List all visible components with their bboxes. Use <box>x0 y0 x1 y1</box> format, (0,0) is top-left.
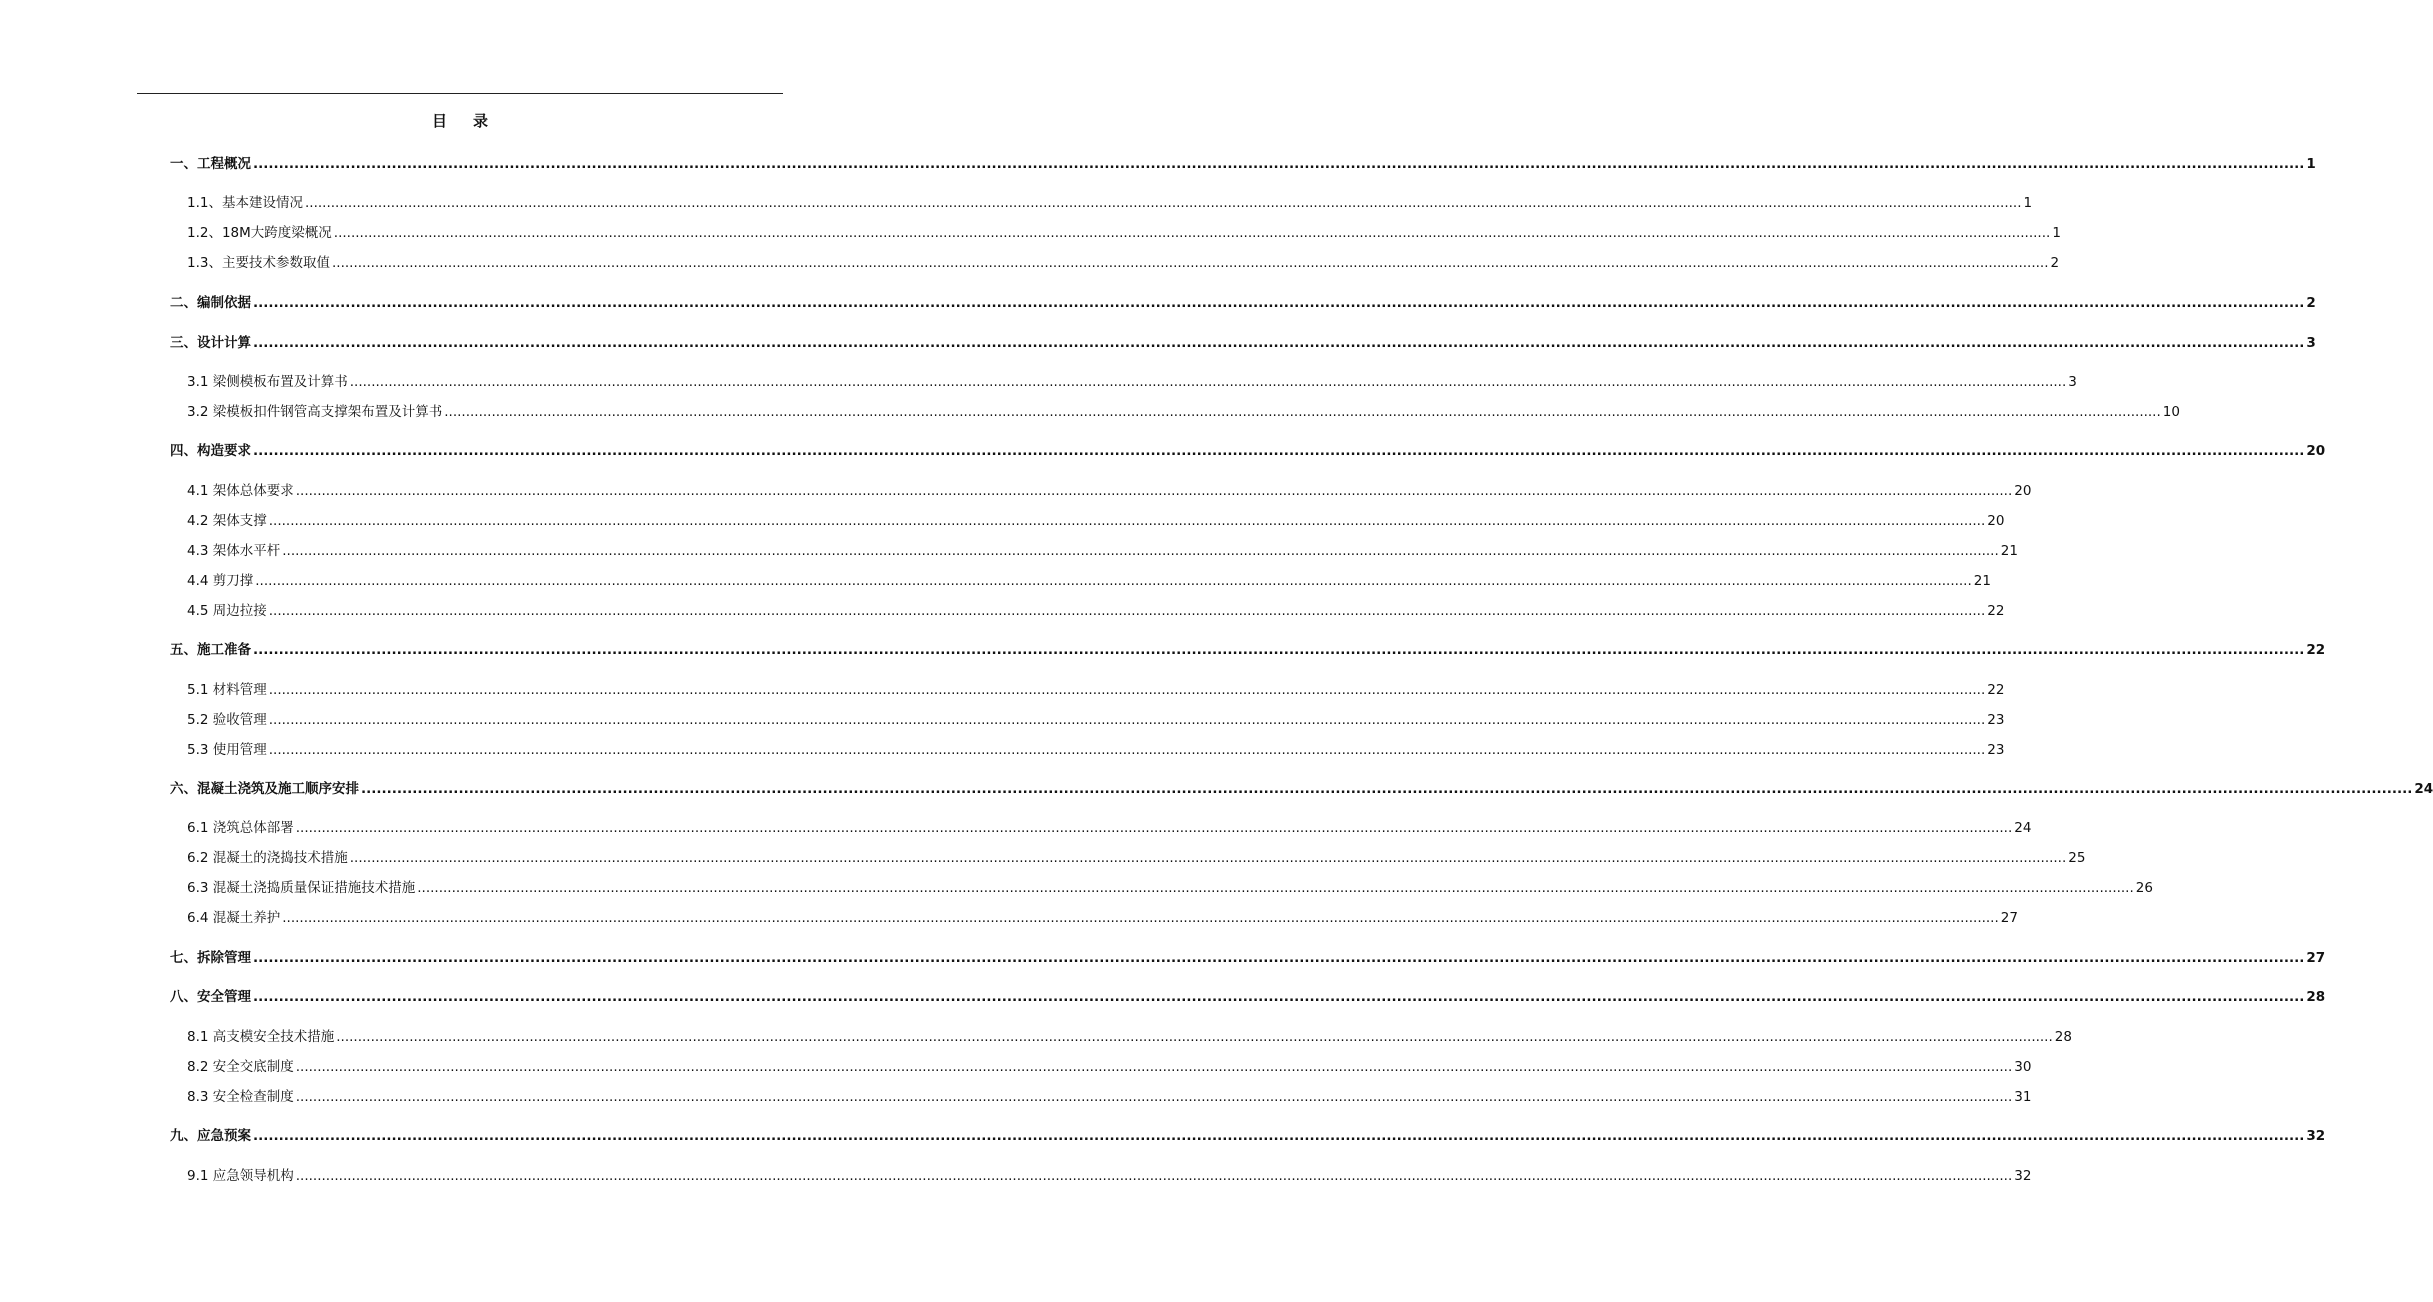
toc-page-number: 1 <box>2052 225 2061 241</box>
toc-page-number: 20 <box>2306 443 2326 459</box>
toc-dot-leader: ................................................................................................................................................................................................................................................................................................................................................................................................................ <box>417 880 2134 896</box>
toc-entry-label: 六、混凝土浇筑及施工顺序安排 <box>170 781 359 797</box>
toc-page-number: 2 <box>2050 255 2060 271</box>
toc-dot-leader: ................................................................................................................................................................................................................................................................................................................................................................................................................ <box>361 781 2413 797</box>
toc-dot-leader: ................................................................................................................................................................................................................................................................................................................................................................................................................ <box>282 543 1999 559</box>
toc-section-entry[interactable] <box>187 509 2005 529</box>
toc-page-number: 23 <box>1987 742 2005 758</box>
toc-dot-leader: ................................................................................................................................................................................................................................................................................................................................................................................................................ <box>295 820 2013 836</box>
toc-page-number: 30 <box>2014 1059 2032 1075</box>
toc-page-number: 21 <box>1973 573 1991 589</box>
toc-section-entry[interactable] <box>187 221 2061 241</box>
toc-section-entry[interactable] <box>187 816 2032 836</box>
toc-chapter-entry[interactable] <box>170 985 2326 1005</box>
toc-dot-leader: ................................................................................................................................................................................................................................................................................................................................................................................................................ <box>253 443 2305 459</box>
toc-dot-leader: ................................................................................................................................................................................................................................................................................................................................................................................................................ <box>268 682 1986 698</box>
toc-section-entry[interactable] <box>187 738 2005 758</box>
toc-dot-leader: ................................................................................................................................................................................................................................................................................................................................................................................................................ <box>444 404 2161 420</box>
toc-entry-label: 4.4 剪刀撑 <box>187 573 254 589</box>
toc-page-number: 2 <box>2306 295 2316 311</box>
toc-entry-label: 9.1 应急领导机构 <box>187 1168 294 1184</box>
toc-dot-leader: ................................................................................................................................................................................................................................................................................................................................................................................................................ <box>349 850 2067 866</box>
toc-page-number: 28 <box>2054 1029 2072 1045</box>
toc-page-number: 3 <box>2306 335 2316 351</box>
toc-chapter-entry[interactable] <box>170 291 2316 311</box>
toc-section-entry[interactable] <box>187 678 2005 698</box>
toc-section-entry[interactable] <box>187 876 2153 896</box>
toc-section-entry[interactable] <box>187 906 2018 926</box>
toc-dot-leader: ................................................................................................................................................................................................................................................................................................................................................................................................................ <box>304 195 2022 211</box>
toc-section-entry[interactable] <box>187 1085 2032 1105</box>
toc-entry-label: 七、拆除管理 <box>170 950 251 966</box>
toc-page-number: 25 <box>2068 850 2086 866</box>
toc-chapter-entry[interactable] <box>170 152 2316 172</box>
toc-dot-leader: ................................................................................................................................................................................................................................................................................................................................................................................................................ <box>295 1089 2013 1105</box>
toc-page-number: 22 <box>2306 642 2326 658</box>
toc-section-entry[interactable] <box>187 251 2060 271</box>
toc-entry-label: 6.2 混凝土的浇捣技术措施 <box>187 850 348 866</box>
toc-entry-label: 3.1 梁侧模板布置及计算书 <box>187 374 348 390</box>
toc-dot-leader: ................................................................................................................................................................................................................................................................................................................................................................................................................ <box>268 712 1986 728</box>
toc-entry-label: 一、工程概况 <box>170 156 251 172</box>
toc-page-number: 21 <box>2000 543 2018 559</box>
toc-page-number: 1 <box>2023 195 2033 211</box>
toc-chapter-entry[interactable] <box>170 331 2316 351</box>
toc-section-entry[interactable] <box>187 1055 2032 1075</box>
toc-entry-label: 4.3 架体水平杆 <box>187 543 281 559</box>
toc-dot-leader: ................................................................................................................................................................................................................................................................................................................................................................................................................ <box>295 483 2013 499</box>
toc-page-number: 31 <box>2014 1089 2032 1105</box>
toc-entry-label: 1.2、18M大跨度梁概况 <box>187 225 332 241</box>
toc-dot-leader: ................................................................................................................................................................................................................................................................................................................................................................................................................ <box>268 603 1986 619</box>
toc-entry-label: 1.1、基本建设情况 <box>187 195 303 211</box>
toc-dot-leader: ................................................................................................................................................................................................................................................................................................................................................................................................................ <box>253 156 2305 172</box>
toc-dot-leader: ................................................................................................................................................................................................................................................................................................................................................................................................................ <box>255 573 1972 589</box>
toc-page-number: 22 <box>1987 603 2005 619</box>
toc-section-entry[interactable] <box>187 1164 2032 1184</box>
toc-page-number: 32 <box>2306 1128 2326 1144</box>
toc-section-entry[interactable] <box>187 708 2005 728</box>
toc-dot-leader: ................................................................................................................................................................................................................................................................................................................................................................................................................ <box>253 295 2305 311</box>
toc-chapter-entry[interactable] <box>170 1124 2326 1144</box>
toc-page-number: 26 <box>2135 880 2153 896</box>
toc-dot-leader: ................................................................................................................................................................................................................................................................................................................................................................................................................ <box>253 642 2305 658</box>
toc-page-number: 28 <box>2306 989 2326 1005</box>
toc-dot-leader: ................................................................................................................................................................................................................................................................................................................................................................................................................ <box>336 1029 2053 1045</box>
toc-section-entry[interactable] <box>187 191 2033 211</box>
toc-dot-leader: ................................................................................................................................................................................................................................................................................................................................................................................................................ <box>295 1059 2013 1075</box>
toc-chapter-entry[interactable] <box>170 777 2433 797</box>
toc-dot-leader: ................................................................................................................................................................................................................................................................................................................................................................................................................ <box>253 1128 2305 1144</box>
toc-entry-label: 6.3 混凝土浇捣质量保证措施技术措施 <box>187 880 416 896</box>
toc-entry-label: 九、应急预案 <box>170 1128 251 1144</box>
toc-entry-label: 6.4 混凝土养护 <box>187 910 281 926</box>
toc-dot-leader: ................................................................................................................................................................................................................................................................................................................................................................................................................ <box>253 335 2305 351</box>
toc-entry-label: 三、设计计算 <box>170 335 251 351</box>
toc-chapter-entry[interactable] <box>170 638 2326 658</box>
toc-page-number: 20 <box>1987 513 2005 529</box>
toc-entry-label: 1.3、主要技术参数取值 <box>187 255 330 271</box>
toc-page-number: 23 <box>1987 712 2005 728</box>
toc-section-entry[interactable] <box>187 370 2077 390</box>
toc-entry-label: 8.1 高支模安全技术措施 <box>187 1029 335 1045</box>
toc-section-entry[interactable] <box>187 599 2005 619</box>
toc-section-entry[interactable] <box>187 846 2086 866</box>
toc-page-number: 20 <box>2014 483 2032 499</box>
toc-dot-leader: ................................................................................................................................................................................................................................................................................................................................................................................................................ <box>282 910 1999 926</box>
toc-entry-label: 五、施工准备 <box>170 642 251 658</box>
toc-page-number: 24 <box>2414 781 2433 797</box>
toc-section-entry[interactable] <box>187 479 2032 499</box>
toc-entry-label: 二、编制依据 <box>170 295 251 311</box>
toc-dot-leader: ................................................................................................................................................................................................................................................................................................................................................................................................................ <box>268 513 1986 529</box>
toc-entry-label: 5.2 验收管理 <box>187 712 267 728</box>
toc-entry-label: 6.1 浇筑总体部署 <box>187 820 294 836</box>
toc-page-number: 22 <box>1987 682 2005 698</box>
toc-page-number: 27 <box>2000 910 2018 926</box>
toc-chapter-entry[interactable] <box>170 946 2326 966</box>
toc-dot-leader: ................................................................................................................................................................................................................................................................................................................................................................................................................ <box>253 950 2305 966</box>
toc-entry-label: 5.3 使用管理 <box>187 742 267 758</box>
toc-entry-label: 4.5 周边拉接 <box>187 603 267 619</box>
toc-page-number: 24 <box>2014 820 2032 836</box>
toc-entry-label: 3.2 梁模板扣件钢管高支撑架布置及计算书 <box>187 404 443 420</box>
toc-page-number: 10 <box>2162 404 2180 420</box>
toc-page-number: 3 <box>2068 374 2077 390</box>
toc-section-entry[interactable] <box>187 569 1991 589</box>
toc-dot-leader: ................................................................................................................................................................................................................................................................................................................................................................................................................ <box>331 255 2049 271</box>
toc-page-number: 27 <box>2306 950 2326 966</box>
toc-dot-leader: ................................................................................................................................................................................................................................................................................................................................................................................................................ <box>333 225 2051 241</box>
toc-entry-label: 四、构造要求 <box>170 443 251 459</box>
toc-section-entry[interactable] <box>187 539 2018 559</box>
toc-page-number: 32 <box>2014 1168 2032 1184</box>
toc-entry-label: 4.2 架体支撑 <box>187 513 267 529</box>
toc-dot-leader: ................................................................................................................................................................................................................................................................................................................................................................................................................ <box>349 374 2067 390</box>
toc-dot-leader: ................................................................................................................................................................................................................................................................................................................................................................................................................ <box>295 1168 2013 1184</box>
toc-entry-label: 8.2 安全交底制度 <box>187 1059 294 1075</box>
toc-chapter-entry[interactable] <box>170 439 2326 459</box>
toc-entry-label: 4.1 架体总体要求 <box>187 483 294 499</box>
toc-entry-label: 八、安全管理 <box>170 989 251 1005</box>
toc-dot-leader: ................................................................................................................................................................................................................................................................................................................................................................................................................ <box>253 989 2305 1005</box>
toc-section-entry[interactable] <box>187 1025 2072 1045</box>
toc-entry-label: 5.1 材料管理 <box>187 682 267 698</box>
toc-dot-leader: ................................................................................................................................................................................................................................................................................................................................................................................................................ <box>268 742 1986 758</box>
toc-entry-label: 8.3 安全检查制度 <box>187 1089 294 1105</box>
toc-page-number: 1 <box>2306 156 2316 172</box>
toc-section-entry[interactable] <box>187 400 2180 420</box>
toc-title: 目 录 <box>431 112 489 130</box>
